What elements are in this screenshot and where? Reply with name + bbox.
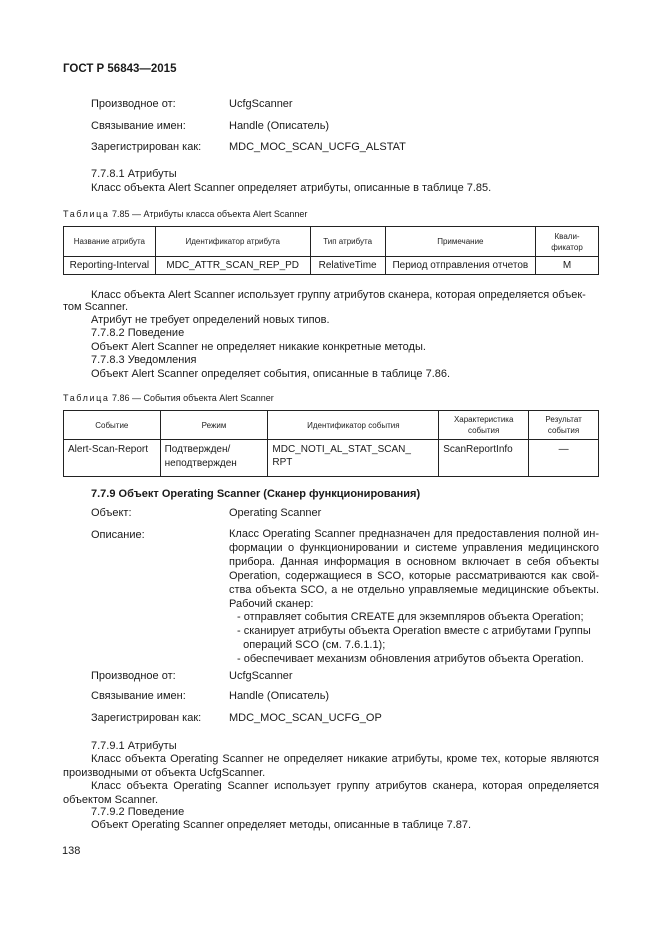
table-cell: М (536, 257, 599, 275)
cell-line: неподтвержден (164, 458, 237, 469)
header-cell-line: события (468, 426, 500, 435)
table-85 (63, 226, 599, 275)
paragraph: Класс объекта Operating Scanner использует группу атрибутов сканера, которая определяется объектом Scanner. (63, 780, 599, 807)
table-label-word: Таблица (63, 393, 110, 403)
header-cell: Событие (64, 411, 161, 440)
description-line: прибора. Данная информация в основном включает в себя объекты (229, 555, 599, 568)
description-text (229, 528, 599, 667)
document-header: ГОСТ Р 56843—2015 (63, 63, 177, 75)
table-86-caption-text: 7.86 — События объекта Alert Scanner (109, 393, 274, 403)
bullet-list (229, 611, 599, 667)
header-cell (529, 411, 599, 440)
cell-line: Подтвержден/ (164, 444, 231, 455)
header-cell-line: Характеристика (453, 415, 514, 424)
section-7781-text: Класс объекта Alert Scanner определяет атрибуты, описанные в таблице 7.85. (91, 182, 492, 194)
header-cell: Название атрибута (64, 227, 156, 257)
table-cell (160, 440, 268, 477)
worker-label: Рабочий сканер: (229, 597, 314, 610)
table-cell: MDC_ATTR_SCAN_REP_PD (155, 257, 310, 275)
cell-line: RPT (272, 457, 293, 468)
section-779-heading: 7.7.9 Объект Operating Scanner (Сканер функционирования) (91, 488, 421, 500)
list-item: - отправляет события CREATE для экземпляров объекта Operation; (237, 611, 584, 624)
list-item: - сканирует атрибуты объекта Operation вместе с атрибутами Группы (237, 625, 591, 638)
section-7792-heading: 7.7.9.2 Поведение (91, 806, 185, 818)
derived-value: UcfgScanner (229, 670, 293, 682)
header-cell: Тип атрибута (310, 227, 385, 257)
derived-value: UcfgScanner (229, 98, 293, 110)
list-item: операций SCO (см. 7.6.1.1); (237, 639, 386, 652)
binding-value: Handle (Описатель) (229, 690, 330, 702)
section-7783-heading: 7.7.8.3 Уведомления (91, 354, 197, 366)
derived-label: Производное от: (91, 670, 176, 682)
description-label: Описание: (91, 529, 145, 541)
paragraph: Атрибут не требует определений новых типов. (91, 314, 330, 326)
section-7781-heading: 7.7.8.1 Атрибуты (91, 168, 177, 180)
table-cell: RelativeTime (310, 257, 385, 275)
table-86-caption (63, 393, 274, 403)
header-cell: Идентификатор события (268, 411, 439, 440)
registered-value: MDC_MOC_SCAN_UCFG_OP (229, 712, 382, 724)
paragraph: Объект Alert Scanner не определяет никакие конкретные методы. (91, 341, 426, 353)
table-85-caption (63, 209, 307, 219)
description-line: формации о функционировании и системе управления медицинского (229, 541, 599, 554)
table-header-row (64, 227, 599, 257)
header-cell (439, 411, 529, 440)
page-number: 138 (62, 845, 81, 857)
description-line: ства объекта SCO, а не отдельно управляемые медицинские объекты. (229, 583, 599, 596)
cell-line: MDC_NOTI_AL_STAT_SCAN_ (272, 444, 411, 455)
paragraph: Класс объекта Operating Scanner не определяет никакие атрибуты, кроме тех, которые являются производными от объекта UcfgScanner. (63, 753, 599, 780)
registered-label: Зарегистрирован как: (91, 712, 202, 724)
header-cell: Примечание (385, 227, 535, 257)
table-row (64, 440, 599, 477)
table-cell: ScanReportInfo (439, 440, 529, 477)
paragraph: Объект Operating Scanner определяет методы, описанные в таблице 7.87. (91, 819, 472, 831)
header-cell-line: фикатор (551, 242, 583, 252)
header-cell: Режим (160, 411, 268, 440)
derived-label: Производное от: (91, 98, 176, 110)
table-86 (63, 410, 599, 477)
table-row (64, 257, 599, 275)
description-line: Класс Operating Scanner предназначен для предоставления полной ин- (229, 528, 599, 540)
table-cell: Alert-Scan-Report (64, 440, 161, 477)
paragraph: том Scanner. (63, 301, 129, 313)
table-cell: — (529, 440, 599, 477)
registered-value: MDC_MOC_SCAN_UCFG_ALSTAT (229, 141, 406, 153)
section-7782-heading: 7.7.8.2 Поведение (91, 327, 185, 339)
table-label-word: Таблица (63, 209, 110, 219)
object-label: Объект: (91, 507, 132, 519)
table-cell: Период отправления отчетов (385, 257, 535, 275)
section-7791-heading: 7.7.9.1 Атрибуты (91, 740, 177, 752)
paragraph: Класс объекта Alert Scanner использует группу атрибутов сканера, которая определяется объек- (91, 289, 586, 301)
binding-label: Связывание имен: (91, 120, 186, 132)
table-85-caption-text: 7.85 — Атрибуты класса объекта Alert Scanner (109, 209, 308, 219)
binding-value: Handle (Описатель) (229, 120, 330, 132)
paragraph: Объект Alert Scanner определяет события, описанные в таблице 7.86. (91, 368, 451, 380)
object-value: Operating Scanner (229, 507, 322, 519)
table-header-row (64, 411, 599, 440)
header-cell-line: Результат (545, 415, 582, 424)
header-cell-line: события (547, 426, 580, 435)
binding-label: Связывание имен: (91, 690, 186, 702)
description-line: Operation, содержащиеся в SCO, которые рассматриваются как свой- (229, 569, 599, 582)
header-cell: Идентификатор атрибута (155, 227, 310, 257)
registered-label: Зарегистрирован как: (91, 141, 202, 153)
header-cell-line: Квали- (554, 231, 580, 241)
table-cell (268, 440, 439, 477)
table-cell: Reporting-Interval (64, 257, 156, 275)
header-cell (536, 227, 599, 257)
list-item: - обеспечивает механизм обновления атрибутов объекта Operation. (237, 653, 584, 666)
